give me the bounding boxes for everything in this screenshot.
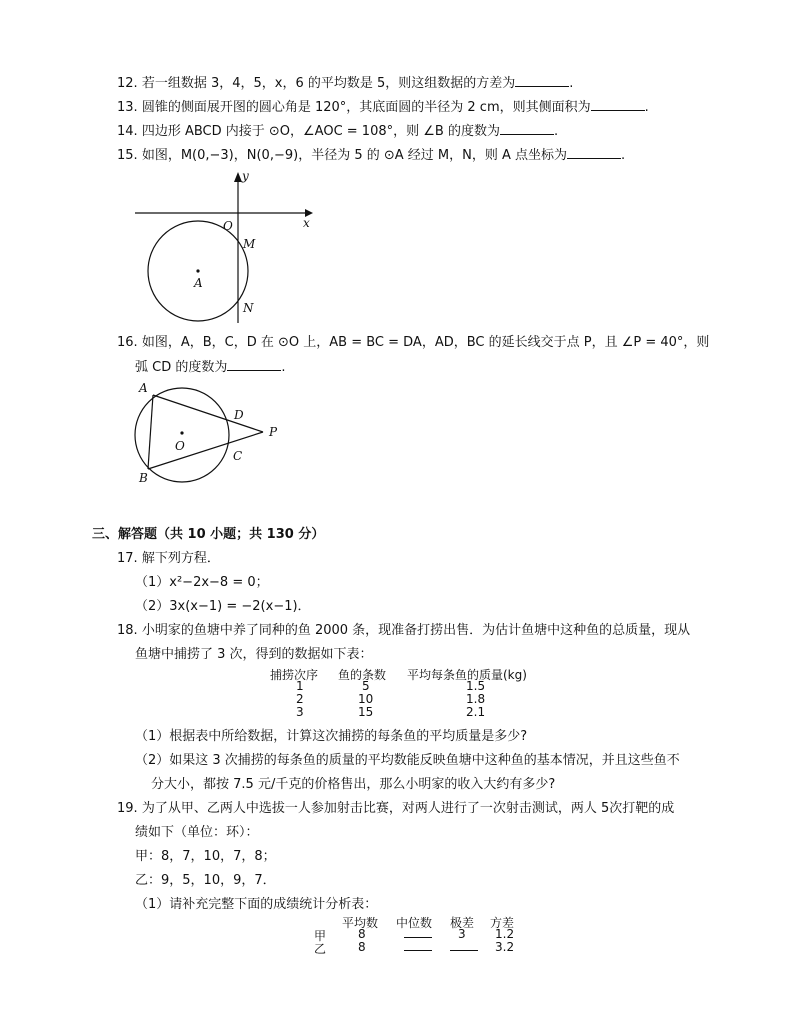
center-point-a xyxy=(196,269,199,272)
table-cell: 8 xyxy=(358,927,366,941)
question-number: 14. xyxy=(117,124,138,139)
table-cell: 3 xyxy=(458,927,466,941)
label-p: P xyxy=(269,425,278,439)
question-number: 12. xyxy=(117,76,138,91)
row-label-yi: 乙 xyxy=(314,942,327,956)
q19-jia-scores: 甲：8，7，10，7，8； xyxy=(135,849,276,864)
question-text: 如图，M(0,−3)，N(0,−9)，半径为 5 的 ⊙A 经过 M，N，则 A 点坐标为 xyxy=(141,148,568,163)
question-18 xyxy=(117,622,690,640)
question-number: 13. xyxy=(117,100,138,115)
table-header: 极差 xyxy=(450,916,475,930)
range-blank-yi[interactable] xyxy=(450,940,478,954)
question-17 xyxy=(117,550,220,568)
answer-blank[interactable] xyxy=(567,146,621,159)
label-a: A xyxy=(139,381,148,395)
answer-blank[interactable] xyxy=(227,358,281,371)
answer-blank[interactable] xyxy=(500,122,554,135)
period: . xyxy=(569,76,574,91)
question-text: 圆锥的侧面展开图的圆心角是 120°，其底面圆的半径为 2 cm，则其侧面积为 xyxy=(141,100,591,115)
answer-blank[interactable] xyxy=(591,98,645,111)
label-a: A xyxy=(194,276,203,290)
question-text: 若一组数据 3，4，5，x，6 的平均数是 5，则这组数据的方差为 xyxy=(141,76,516,91)
table-cell: 2 xyxy=(296,692,304,706)
question-19 xyxy=(117,800,674,818)
table-cell: 1 xyxy=(296,679,304,693)
period: . xyxy=(553,124,559,139)
question-number: 15. xyxy=(117,148,138,163)
table-cell: 1.8 xyxy=(466,692,486,706)
period: . xyxy=(621,148,626,163)
table-cell: 10 xyxy=(358,692,374,706)
label-o: O xyxy=(223,219,233,233)
table-header: 方差 xyxy=(490,916,515,930)
table-header: 平均数 xyxy=(342,916,379,930)
table-cell: 15 xyxy=(358,705,374,719)
center-point-o xyxy=(180,431,183,434)
median-blank-yi[interactable] xyxy=(404,940,432,954)
table-header: 鱼的条数 xyxy=(338,668,387,682)
line-bp xyxy=(148,432,263,469)
q19-stats-table xyxy=(312,914,532,958)
question-text: 为了从甲、乙两人中选拔一人参加射击比赛，对两人进行了一次射击测试，两人 5次打靶的成 xyxy=(141,801,675,816)
label-d: D xyxy=(234,408,244,422)
question-16 xyxy=(117,334,709,352)
q17-part-1: （1）x²−2x−8 = 0； xyxy=(135,575,269,590)
question-number: 16. xyxy=(117,335,138,350)
question-text: 解下列方程． xyxy=(141,551,220,566)
question-15 xyxy=(117,146,625,165)
q17-part-2: （2）3x(x−1) = −2(x−1)． xyxy=(135,599,311,614)
question-text: 如图，A，B，C，D 在 ⊙O 上，AB = BC = DA，AD，BC 的延长线交于点 P，且 ∠P = 40°，则 xyxy=(141,335,710,350)
question-number: 19. xyxy=(117,801,138,816)
label-o: O xyxy=(175,439,185,453)
table-header: 捕捞次序 xyxy=(270,668,319,682)
label-y: y xyxy=(242,169,249,183)
median-blank-jia[interactable] xyxy=(404,927,432,941)
q19-part-1: （1）请补充完整下面的成绩统计分析表： xyxy=(135,897,378,912)
q18-part-2-line2: 分大小，都按 7.5 元/千克的价格售出，那么小明家的收入大约有多少? xyxy=(151,777,556,792)
period: . xyxy=(281,360,286,375)
question-14 xyxy=(117,122,558,141)
q18-part-2: （2）如果这 3 次捕捞的每条鱼的质量的平均数能反映鱼塘中这种鱼的基本情况，并且这些鱼不 xyxy=(135,753,680,768)
section-title: 三、解答题（共 10 小题；共 130 分） xyxy=(92,527,325,542)
table-cell: 3.2 xyxy=(495,940,515,954)
table-cell: 1.5 xyxy=(466,679,486,693)
question-text: 小明家的鱼塘中养了同种的鱼 2000 条，现准备打捞出售．为估计鱼塘中这种鱼的总质量，现从 xyxy=(141,623,691,638)
question-text: 四边形 ABCD 内接于 ⊙O，∠AOC = 108°，则 ∠B 的度数为 xyxy=(141,124,500,139)
figure-q16-inscribed-circle xyxy=(130,378,290,488)
question-16-line2 xyxy=(135,358,286,377)
question-number: 17. xyxy=(117,551,138,566)
answer-blank[interactable] xyxy=(515,74,569,87)
period: . xyxy=(644,100,649,115)
table-cell: 3 xyxy=(296,705,304,719)
label-m: M xyxy=(243,237,256,251)
question-12 xyxy=(117,74,573,93)
label-n: N xyxy=(243,301,254,315)
circle-o xyxy=(135,388,229,482)
label-x: x xyxy=(303,216,310,230)
y-axis-arrow-icon xyxy=(234,172,242,182)
table-header: 中位数 xyxy=(396,916,433,930)
table-cell: 8 xyxy=(358,940,366,954)
label-b: B xyxy=(139,471,148,485)
question-18-line2: 鱼塘中捕捞了 3 次，得到的数据如下表： xyxy=(135,647,373,662)
figure-q15-coordinate-circle xyxy=(130,168,320,328)
q18-data-table xyxy=(270,666,550,726)
q18-part-1: （1）根据表中所给数据，计算这次捕捞的每条鱼的平均质量是多少? xyxy=(135,729,528,744)
table-header: 平均每条鱼的质量(kg) xyxy=(407,668,527,682)
question-13 xyxy=(117,98,649,117)
q19-yi-scores: 乙：9，5，10，9，7． xyxy=(135,873,276,888)
table-cell: 1.2 xyxy=(495,927,515,941)
table-cell: 2.1 xyxy=(466,705,486,719)
question-text: 弧 CD 的度数为 xyxy=(135,360,228,375)
question-19-line2: 绩如下（单位：环）： xyxy=(135,825,259,840)
question-number: 18. xyxy=(117,623,138,638)
row-label-jia: 甲 xyxy=(314,929,327,943)
label-c: C xyxy=(233,449,243,463)
line-ap xyxy=(153,395,263,432)
table-cell: 5 xyxy=(362,679,370,693)
line-ab xyxy=(148,395,153,469)
